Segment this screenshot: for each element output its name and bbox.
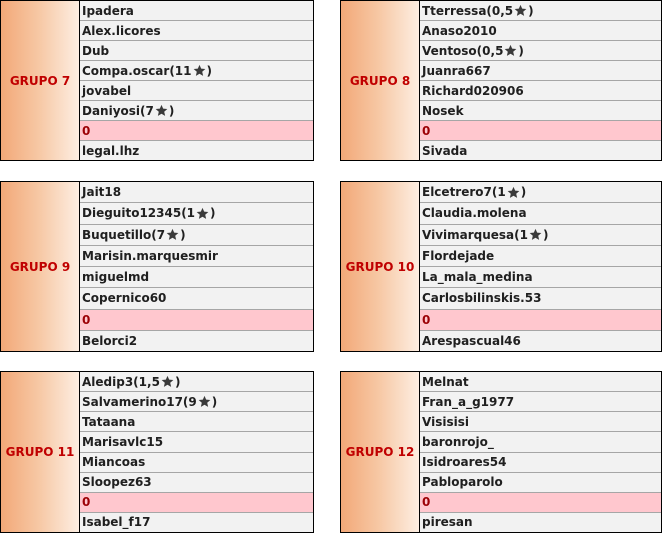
member-name-suffix: )	[211, 394, 218, 409]
member-row	[420, 372, 661, 392]
member-name: Isidroares54	[422, 455, 507, 470]
member-name: Aledip3(1,5	[82, 374, 160, 389]
member-name-suffix: )	[168, 103, 175, 118]
member-name: Jait18	[82, 185, 122, 200]
member-row	[420, 432, 661, 452]
member-name: Alex.licores	[82, 23, 161, 38]
member-row	[80, 453, 313, 473]
empty-slot	[80, 493, 313, 513]
group-9	[0, 181, 314, 352]
member-name-suffix: )	[180, 227, 186, 242]
member-name: Tataana	[82, 414, 136, 429]
member-name: Carlosbilinskis.53	[422, 291, 542, 306]
member-row	[80, 182, 313, 203]
star-icon	[155, 104, 168, 117]
member-name: 0	[82, 495, 91, 510]
member-name: Sivada	[422, 143, 468, 158]
group-label: GRUPO 9	[1, 182, 80, 351]
member-row	[420, 392, 661, 412]
member-name: miguelmd	[82, 270, 150, 285]
member-row	[80, 61, 313, 81]
member-name: Isabel_f17	[82, 515, 151, 530]
empty-slot	[420, 310, 661, 331]
member-list	[80, 372, 313, 532]
member-row	[420, 41, 661, 61]
member-row	[80, 203, 313, 224]
group-7	[0, 0, 314, 161]
star-icon	[198, 395, 211, 408]
member-row	[80, 101, 313, 121]
member-name: Daniyosi(7	[82, 103, 154, 118]
group-label: GRUPO 7	[1, 1, 80, 160]
member-row	[420, 81, 661, 101]
member-name: Dub	[82, 43, 110, 58]
member-row	[80, 288, 313, 309]
group-8	[340, 0, 662, 161]
member-row	[80, 1, 313, 21]
member-row	[80, 267, 313, 288]
group-12	[340, 371, 662, 533]
member-name: La_mala_medina	[422, 270, 533, 285]
member-row	[420, 21, 661, 41]
member-row	[80, 432, 313, 452]
group-label: GRUPO 11	[1, 372, 80, 532]
group-label: GRUPO 12	[341, 372, 420, 532]
member-name: 0	[422, 123, 431, 138]
member-row	[80, 41, 313, 61]
member-name: Ipadera	[82, 3, 134, 18]
star-icon	[166, 228, 179, 241]
member-row	[80, 81, 313, 101]
member-list	[420, 372, 661, 532]
member-name: Vivimarquesa(1	[422, 227, 528, 242]
member-name: legal.lhz	[82, 143, 140, 158]
member-name: 0	[82, 123, 91, 138]
member-name: piresan	[422, 515, 473, 530]
member-name: Sloopez63	[82, 475, 152, 490]
member-name: 0	[422, 495, 431, 510]
member-row	[420, 513, 661, 532]
member-row	[80, 513, 313, 532]
member-name: Visisisi	[422, 414, 469, 429]
member-row	[420, 1, 661, 21]
member-name: Claudia.molena	[422, 206, 527, 221]
member-name: Elcetrero7(1	[422, 185, 506, 200]
member-name: Salvamerino17(9	[82, 394, 197, 409]
star-icon	[196, 207, 209, 220]
member-name: 0	[422, 312, 431, 327]
member-list	[80, 1, 313, 160]
member-row	[420, 453, 661, 473]
member-name: Dieguito12345(1	[82, 206, 196, 221]
member-name: Belorci2	[82, 333, 138, 348]
member-row	[420, 246, 661, 267]
group-11	[0, 371, 314, 533]
member-row	[420, 203, 661, 224]
member-row	[80, 392, 313, 412]
member-row	[80, 331, 313, 351]
member-row	[420, 101, 661, 121]
member-name: 0	[82, 312, 91, 327]
member-name-suffix: )	[543, 227, 549, 242]
member-name: Nosek	[422, 103, 464, 118]
member-name: baronrojo_	[422, 434, 494, 449]
star-icon	[507, 186, 520, 199]
member-row	[80, 21, 313, 41]
group-label: GRUPO 8	[341, 1, 420, 160]
member-name: Anaso2010	[422, 23, 497, 38]
member-row	[420, 225, 661, 246]
member-name: Fran_a_g1977	[422, 394, 515, 409]
member-list	[420, 1, 661, 160]
group-label: GRUPO 10	[341, 182, 420, 351]
star-icon	[161, 375, 174, 388]
member-name-suffix: )	[206, 63, 212, 78]
member-row	[420, 412, 661, 432]
member-name: Tterressa(0,5	[422, 3, 514, 18]
member-name: Buquetillo(7	[82, 227, 166, 242]
member-list	[80, 182, 313, 351]
empty-slot	[80, 121, 313, 141]
member-name: Marisin.marquesmir	[82, 248, 218, 263]
member-row	[420, 141, 661, 160]
member-name-suffix: )	[518, 43, 524, 58]
member-name: Richard020906	[422, 83, 524, 98]
member-row	[80, 141, 313, 160]
star-icon	[193, 64, 206, 77]
empty-slot	[80, 310, 313, 331]
member-row	[80, 246, 313, 267]
member-name-suffix: )	[174, 374, 181, 389]
member-name: Compa.oscar(11	[82, 63, 192, 78]
member-name-suffix: )	[520, 185, 527, 200]
member-name: Melnat	[422, 374, 469, 389]
member-row	[80, 473, 313, 493]
member-name: Arespascual46	[422, 333, 521, 348]
member-row	[420, 61, 661, 81]
member-row	[80, 412, 313, 432]
member-row	[420, 331, 661, 351]
empty-slot	[420, 121, 661, 141]
member-name: Pabloparolo	[422, 475, 503, 490]
star-icon	[504, 44, 517, 57]
member-row	[420, 473, 661, 493]
member-row	[80, 372, 313, 392]
member-name: jovabel	[82, 83, 132, 98]
member-name: Copernico60	[82, 291, 167, 306]
member-row	[420, 182, 661, 203]
star-icon	[514, 4, 527, 17]
empty-slot	[420, 493, 661, 513]
member-name: Ventoso(0,5	[422, 43, 504, 58]
member-name: Flordejade	[422, 248, 495, 263]
star-icon	[529, 228, 542, 241]
member-name: Marisavlc15	[82, 434, 164, 449]
member-row	[420, 288, 661, 309]
member-name-suffix: )	[528, 3, 534, 18]
member-name: Miancoas	[82, 455, 146, 470]
member-list	[420, 182, 661, 351]
member-row	[80, 225, 313, 246]
group-10	[340, 181, 662, 352]
member-row	[420, 267, 661, 288]
member-name: Juanra667	[422, 63, 491, 78]
member-name-suffix: )	[210, 206, 216, 221]
